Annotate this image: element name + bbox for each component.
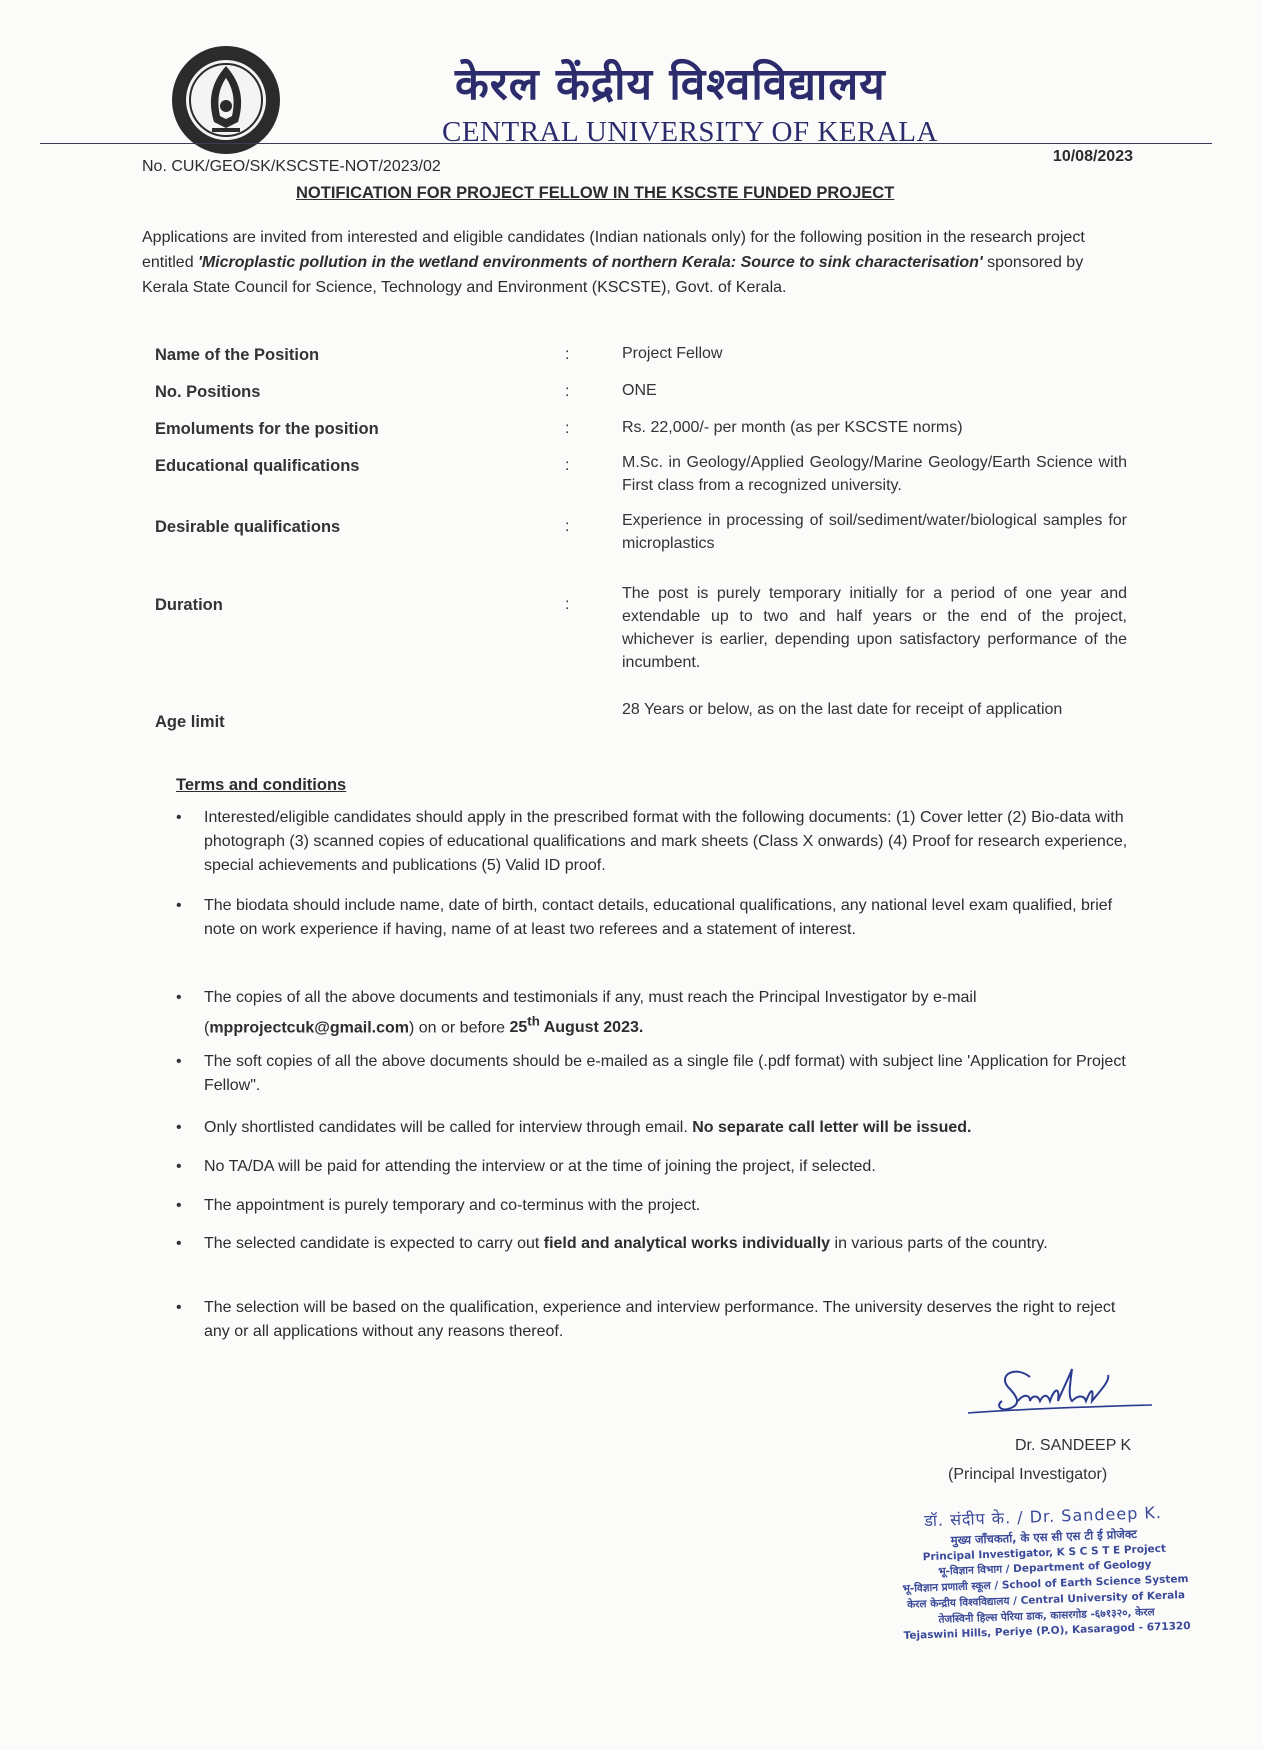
bullet-icon: •	[176, 809, 182, 826]
term-text: Interested/eligible candidates should apply in the prescribed format with the following documents: (1) Cover letter (2) Bio-data with photograph (3) scanned copies of educational qualifications and mark sheets (Class X onwards) (4) Proof for research experience, special achievements and publications (5) Valid ID proof.	[204, 809, 1128, 874]
stamp-line: Principal Investigator, K S C S T E Project	[922, 1542, 1167, 1564]
detail-label: Educational qualifications	[155, 457, 360, 475]
intro-paragraph	[142, 225, 1122, 300]
detail-colon: :	[565, 383, 570, 400]
term-text	[204, 1116, 1129, 1140]
detail-value: 28 Years or below, as on the last date for receipt of application	[622, 701, 1063, 718]
term-text-part: in various parts of the country.	[830, 1235, 1048, 1252]
bullet-icon: •	[176, 1197, 182, 1214]
detail-label: Desirable qualifications	[155, 518, 341, 536]
signatory-name: Dr. SANDEEP K	[1015, 1437, 1132, 1454]
stamp-line: केरल केन्द्रीय विश्वविद्यालय / Central University of Kerala	[906, 1589, 1186, 1611]
university-name-hindi: केरल केंद्रीय विश्वविद्यालय	[455, 59, 886, 110]
detail-value: The post is purely temporary initially for a period of one year and extendable up to two and half years or the end of the project, whichever is earlier, depending upon satisfactory performance of the incumbent.	[622, 585, 1127, 671]
bullet-icon: •	[176, 1119, 182, 1136]
reference-number: No. CUK/GEO/SK/KSCSTE-NOT/2023/02	[142, 158, 441, 175]
project-title: 'Microplastic pollution in the wetland environments of northern Kerala: Source to sink characterisation'	[198, 254, 983, 271]
terms-heading: Terms and conditions	[176, 776, 347, 794]
stamp-line: Tejaswini Hills, Periye (P.O), Kasaragod - 671320	[903, 1619, 1191, 1642]
bullet-icon: •	[176, 1158, 182, 1175]
notification-date: 10/08/2023	[1052, 148, 1133, 165]
deadline-date	[509, 1014, 644, 1037]
detail-value: Project Fellow	[622, 345, 723, 362]
bullet-icon: •	[176, 1053, 182, 1070]
bullet-icon: •	[176, 1299, 182, 1316]
detail-label: Name of the Position	[155, 346, 320, 364]
detail-label: No. Positions	[155, 383, 261, 401]
stamp-line: मुख्य जाँचकर्ता, के एस सी एस टी ई प्रोजेक्ट	[950, 1526, 1138, 1548]
detail-value: Rs. 22,000/- per month (as per KSCSTE norms)	[622, 419, 963, 436]
university-logo	[170, 44, 282, 156]
deadline-suffix: th	[527, 1014, 540, 1029]
detail-colon: :	[565, 420, 570, 437]
deadline-day: 25	[509, 1019, 528, 1037]
stamp-line: तेजस्विनी हिल्स पेरिया डाक, कासरगोड -६७१३२०, केरल	[938, 1606, 1155, 1626]
term-text-part: Only shortlisted candidates will be called for interview through email.	[204, 1119, 693, 1136]
header-divider	[40, 143, 1212, 144]
intro-text-start: Applications are invited from interested and eligible candidates (Indian nationals only) for the following position in the research project entitled	[142, 229, 1085, 271]
bullet-icon: •	[176, 989, 182, 1006]
handwritten-signature	[960, 1355, 1160, 1425]
detail-colon: :	[565, 518, 570, 535]
term-text-part: ) on or before	[408, 1019, 510, 1037]
term-text: The appointment is purely temporary and co-terminus with the project.	[204, 1197, 701, 1214]
contact-email[interactable]: mpprojectcuk@gmail.com	[209, 1019, 409, 1037]
detail-value: M.Sc. in Geology/Applied Geology/Marine Geology/Earth Science with First class from a recognized university.	[622, 454, 1127, 494]
detail-label: Age limit	[155, 713, 225, 731]
term-text-part: The selected candidate is expected to carry out	[204, 1235, 544, 1252]
term-text: No TA/DA will be paid for attending the interview or at the time of joining the project, if selected.	[204, 1158, 876, 1175]
stamp-line: भू-विज्ञान विभाग / Department of Geology	[938, 1558, 1152, 1578]
term-text: The soft copies of all the above documents should be e-mailed as a single file (.pdf format) with subject line 'Application for Project Fellow".	[204, 1053, 1126, 1094]
university-name-english: CENTRAL UNIVERSITY OF KERALA	[442, 116, 938, 148]
bullet-icon: •	[176, 1235, 182, 1252]
term-text	[204, 986, 1129, 1040]
term-text: The selection will be based on the qualification, experience and interview performance. The university deserves the right to reject any or all applications without any reasons thereof.	[204, 1299, 1116, 1340]
detail-colon: :	[565, 457, 570, 474]
term-text	[204, 1232, 1129, 1256]
stamp-line: भू-विज्ञान प्रणाली स्कूल / School of Earth Science System	[902, 1573, 1189, 1595]
term-text-part: The copies of all the above documents and testimonials if any, must reach the Principal Investigator by e-mail (	[204, 989, 977, 1037]
term-text-emphasis: No separate call letter will be issued.	[692, 1119, 972, 1136]
detail-value: Experience in processing of soil/sediment/water/biological samples for microplastics	[622, 512, 1127, 552]
detail-label: Duration	[155, 596, 223, 614]
term-text-emphasis: field and analytical works individually	[543, 1235, 831, 1252]
deadline-rest: August 2023.	[539, 1019, 644, 1037]
bullet-icon: •	[176, 897, 182, 914]
detail-value: ONE	[622, 382, 657, 399]
intro-text-end: sponsored by Kerala State Council for Science, Technology and Environment (KSCSTE), Govt. of Kerala.	[142, 254, 1084, 296]
term-text: The biodata should include name, date of birth, contact details, educational qualifications, any national level exam qualified, brief note on work experience if having, name of at least two referees and a statement of interest.	[204, 897, 1113, 938]
detail-colon: :	[565, 346, 570, 363]
official-stamp	[868, 1499, 1222, 1643]
detail-colon: :	[565, 596, 570, 613]
stamp-line: डॉ. संदीप के. / Dr. Sandeep K.	[923, 1502, 1163, 1531]
notification-title: NOTIFICATION FOR PROJECT FELLOW IN THE KSCSTE FUNDED PROJECT	[296, 184, 895, 202]
signatory-role: (Principal Investigator)	[948, 1466, 1108, 1483]
detail-label: Emoluments for the position	[155, 420, 379, 438]
